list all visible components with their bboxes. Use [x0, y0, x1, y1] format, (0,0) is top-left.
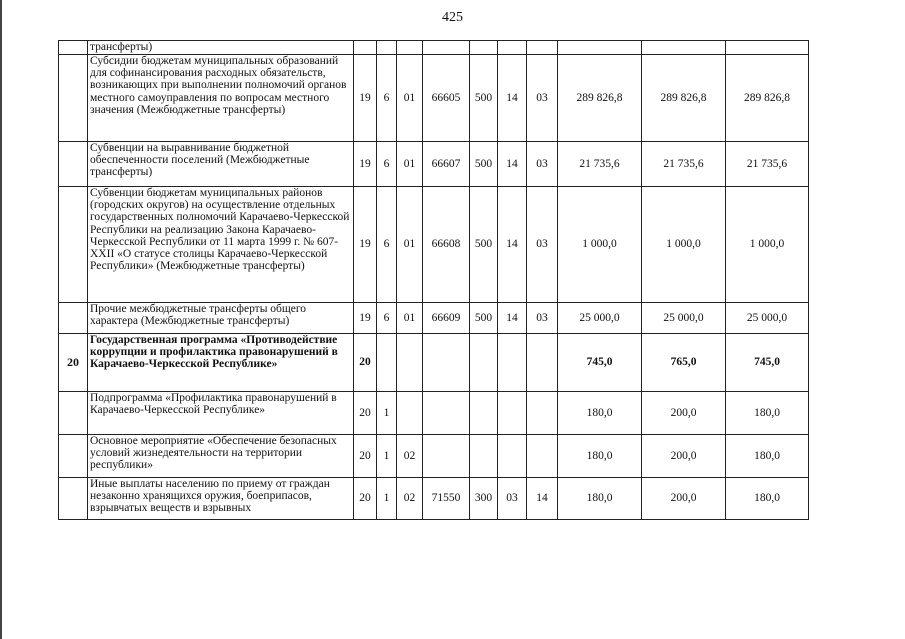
code-direction: [423, 41, 470, 55]
code-event: 02: [397, 478, 423, 520]
value-year-1: 25 000,0: [558, 303, 642, 334]
code-ministry: 20: [354, 435, 377, 478]
value-year-2: 200,0: [642, 392, 726, 435]
code-section: [498, 41, 527, 55]
code-subprogram: 6: [377, 142, 397, 187]
code-event: 02: [397, 435, 423, 478]
scan-edge-line: [0, 0, 2, 639]
row-number: [59, 392, 88, 435]
value-year-1: 21 735,6: [558, 142, 642, 187]
code-event: 01: [397, 142, 423, 187]
code-subsection: [527, 41, 558, 55]
code-section: 14: [498, 187, 527, 303]
code-expense-type: 500: [470, 303, 498, 334]
row-description: Основное мероприятие «Обеспечение безопасных условий жизнедеятельности на территории республики»: [88, 435, 354, 478]
code-expense-type: 500: [470, 142, 498, 187]
row-description: Государственная программа «Противодействие коррупции и профилактика правонарушений в Карачаево-Черкесской Республике»: [88, 334, 354, 392]
row-number: [59, 55, 88, 142]
value-year-3: 1 000,0: [726, 187, 809, 303]
code-subprogram: 6: [377, 303, 397, 334]
row-description: Субвенции на выравнивание бюджетной обеспеченности поселений (Межбюджетные трансферты): [88, 142, 354, 187]
value-year-3: 21 735,6: [726, 142, 809, 187]
budget-table: [58, 40, 809, 520]
code-expense-type: 500: [470, 55, 498, 142]
table-row: [59, 435, 809, 478]
code-section: 14: [498, 55, 527, 142]
code-subprogram: 1: [377, 392, 397, 435]
value-year-3: [726, 41, 809, 55]
code-subprogram: 6: [377, 187, 397, 303]
row-description: Прочие межбюджетные трансферты общего характера (Межбюджетные трансферты): [88, 303, 354, 334]
code-direction: 66605: [423, 55, 470, 142]
table-row: [59, 334, 809, 392]
table-row: [59, 187, 809, 303]
row-description: Субсидии бюджетам муниципальных образований для софинансирования расходных обязательств, возникающих при выполнении полномочий органов местного самоуправления по вопросам местного значения (Межбюджетные трансферты): [88, 55, 354, 142]
code-direction: [423, 435, 470, 478]
code-expense-type: 500: [470, 187, 498, 303]
value-year-3: 180,0: [726, 392, 809, 435]
table-row: [59, 142, 809, 187]
row-number: [59, 41, 88, 55]
code-section: 14: [498, 142, 527, 187]
code-subprogram: 6: [377, 55, 397, 142]
code-direction: [423, 334, 470, 392]
code-expense-type: 300: [470, 478, 498, 520]
value-year-1: 1 000,0: [558, 187, 642, 303]
code-direction: 66608: [423, 187, 470, 303]
value-year-1: 180,0: [558, 435, 642, 478]
code-subsection: 03: [527, 142, 558, 187]
code-event: 01: [397, 55, 423, 142]
table-row: [59, 392, 809, 435]
code-ministry: 20: [354, 392, 377, 435]
code-expense-type: [470, 435, 498, 478]
code-expense-type: [470, 334, 498, 392]
code-ministry: 19: [354, 187, 377, 303]
code-subprogram: 1: [377, 435, 397, 478]
code-subsection: 03: [527, 55, 558, 142]
row-number: [59, 142, 88, 187]
value-year-1: 180,0: [558, 478, 642, 520]
code-event: [397, 392, 423, 435]
code-section: 14: [498, 303, 527, 334]
value-year-2: 200,0: [642, 478, 726, 520]
page-number: 425: [442, 10, 463, 25]
row-description: Субвенции бюджетам муниципальных районов (городских округов) на осуществление отдельных государственных полномочий Карачаево-Черкесской Республики на реализацию Закона Карачаево-Черкесской Республики от 11 марта 1999 г. № 607-XXII «О статусе столицы Карачаево-Черкесской Республики» (Межбюджетные трансферты): [88, 187, 354, 303]
table-row: [59, 303, 809, 334]
value-year-3: 745,0: [726, 334, 809, 392]
row-description: Подпрограмма «Профилактика правонарушений в Карачаево-Черкесской Республике»: [88, 392, 354, 435]
code-section: [498, 435, 527, 478]
code-section: [498, 392, 527, 435]
value-year-2: [642, 41, 726, 55]
code-subprogram: 1: [377, 478, 397, 520]
code-direction: 71550: [423, 478, 470, 520]
code-event: 01: [397, 187, 423, 303]
code-direction: 66609: [423, 303, 470, 334]
code-direction: [423, 392, 470, 435]
table-row: [59, 55, 809, 142]
value-year-1: 745,0: [558, 334, 642, 392]
value-year-1: 180,0: [558, 392, 642, 435]
code-direction: 66607: [423, 142, 470, 187]
code-ministry: 20: [354, 478, 377, 520]
row-number: [59, 187, 88, 303]
code-ministry: [354, 41, 377, 55]
code-expense-type: [470, 41, 498, 55]
value-year-2: 200,0: [642, 435, 726, 478]
code-ministry: 19: [354, 142, 377, 187]
value-year-3: 180,0: [726, 478, 809, 520]
row-description: Иные выплаты населению по приему от граждан незаконно хранящихся оружия, боеприпасов, взрывчатых веществ и взрывных: [88, 478, 354, 520]
code-subsection: 03: [527, 303, 558, 334]
value-year-1: 289 826,8: [558, 55, 642, 142]
value-year-2: 21 735,6: [642, 142, 726, 187]
value-year-2: 1 000,0: [642, 187, 726, 303]
code-expense-type: [470, 392, 498, 435]
code-ministry: 19: [354, 55, 377, 142]
row-number: 20: [59, 334, 88, 392]
row-number: [59, 435, 88, 478]
code-subprogram: [377, 334, 397, 392]
value-year-1: [558, 41, 642, 55]
value-year-2: 25 000,0: [642, 303, 726, 334]
value-year-2: 765,0: [642, 334, 726, 392]
code-section: [498, 334, 527, 392]
code-section: 03: [498, 478, 527, 520]
code-subsection: 14: [527, 478, 558, 520]
code-subsection: 03: [527, 187, 558, 303]
value-year-3: 180,0: [726, 435, 809, 478]
code-subsection: [527, 435, 558, 478]
code-subsection: [527, 392, 558, 435]
value-year-3: 25 000,0: [726, 303, 809, 334]
code-event: 01: [397, 303, 423, 334]
value-year-3: 289 826,8: [726, 55, 809, 142]
row-description: трансферты): [88, 41, 354, 55]
code-ministry: 19: [354, 303, 377, 334]
code-event: [397, 334, 423, 392]
code-subprogram: [377, 41, 397, 55]
row-number: [59, 478, 88, 520]
row-number: [59, 303, 88, 334]
table-row: [59, 478, 809, 520]
table-row: [59, 41, 809, 55]
code-ministry: 20: [354, 334, 377, 392]
value-year-2: 289 826,8: [642, 55, 726, 142]
code-subsection: [527, 334, 558, 392]
code-event: [397, 41, 423, 55]
